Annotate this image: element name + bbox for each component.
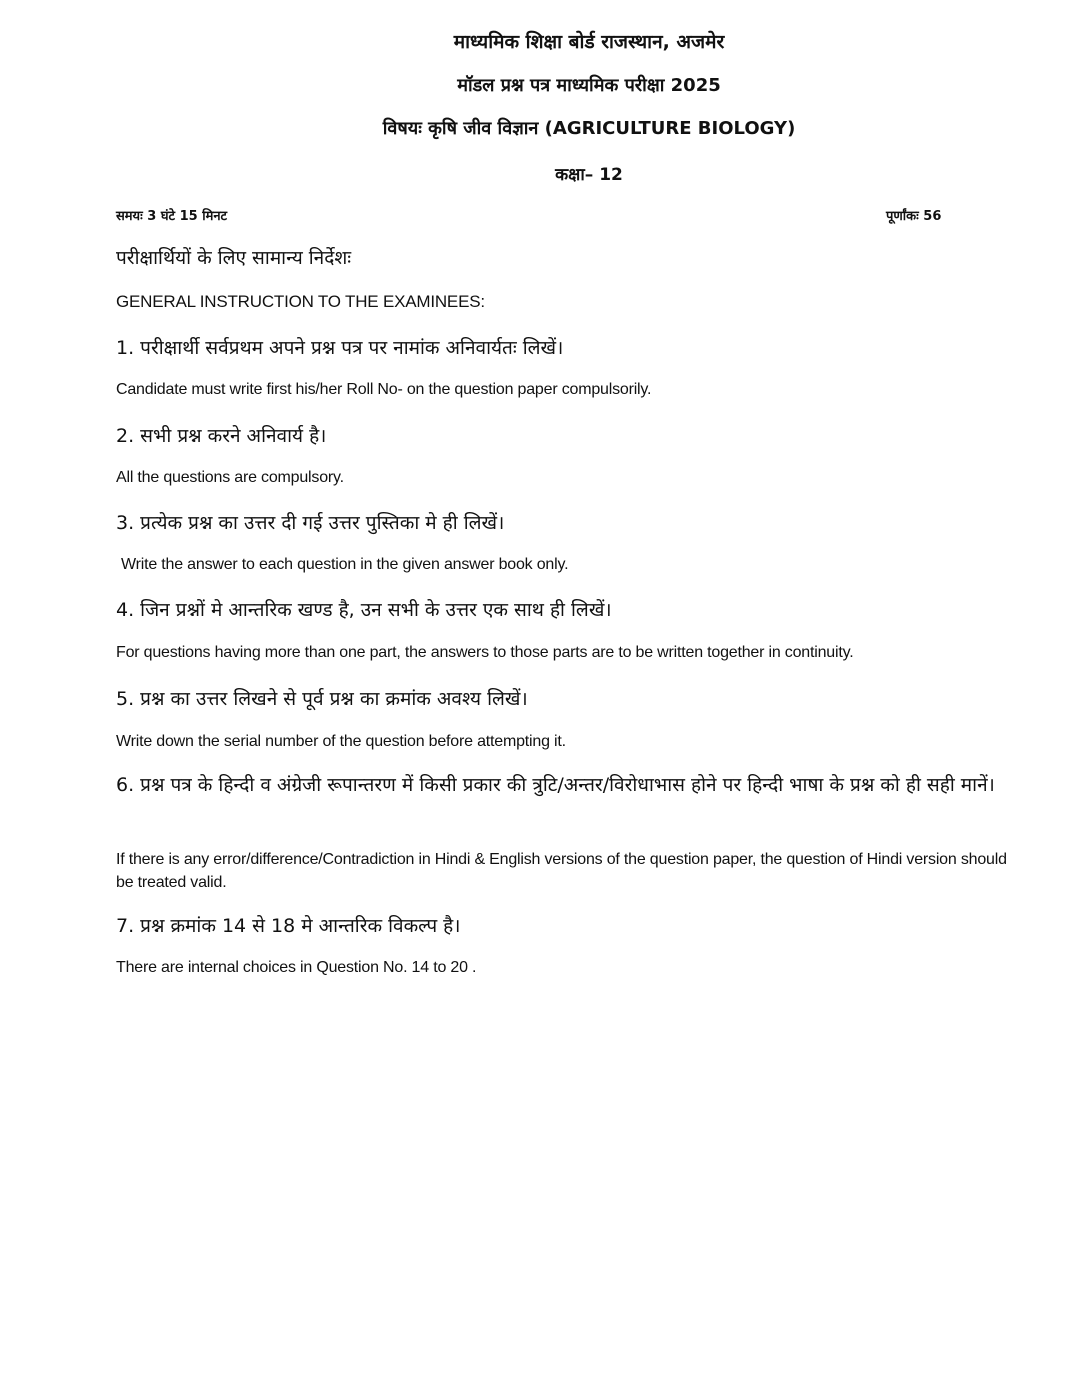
time-allowed: समयः 3 घंटे 15 मिनट — [116, 209, 228, 224]
instructions-heading-hindi: परीक्षार्थियों के लिए सामान्य निर्देशः — [116, 247, 352, 269]
paper-title: मॉडल प्रश्न पत्र माध्यमिक परीक्षा 2025 — [457, 75, 721, 96]
instruction-5-english: Write down the serial number of the question before attempting it. — [116, 733, 566, 750]
subject-title: विषयः कृषि जीव विज्ञान (AGRICULTURE BIOLOGY) — [382, 118, 796, 139]
instruction-6-english: If there is any error/difference/Contradiction in Hindi & English versions of the question paper, the question of Hindi version should be treated valid. — [116, 851, 1007, 891]
instructions-heading-english: GENERAL INSTRUCTION TO THE EXAMINEES: — [116, 292, 485, 311]
class-label: कक्षा– 12 — [555, 165, 623, 185]
instruction-3-hindi: 3. प्रत्येक प्रश्न का उत्तर दी गई उत्तर पुस्तिका मे ही लिखें। — [116, 512, 505, 534]
instruction-6-hindi: 6. प्रश्न पत्र के हिन्दी व अंग्रेजी रूपान्तरण में किसी प्रकार की त्रुटि/अन्तर/विरोधाभास होने पर हिन्दी भाषा के प्रश्न को ही सही मानें। — [116, 774, 995, 796]
instruction-2-hindi: 2. सभी प्रश्न करने अनिवार्य है। — [116, 425, 327, 447]
instruction-5-hindi: 5. प्रश्न का उत्तर लिखने से पूर्व प्रश्न का क्रमांक अवश्य लिखें। — [116, 688, 528, 710]
instruction-7-hindi: 7. प्रश्न क्रमांक 14 से 18 मे आन्तरिक विकल्प है। — [116, 915, 461, 937]
instruction-3-english: Write the answer to each question in the given answer book only. — [121, 556, 569, 573]
instruction-2-english: All the questions are compulsory. — [116, 469, 344, 486]
instruction-1-hindi: 1. परीक्षार्थी सर्वप्रथम अपने प्रश्न पत्र पर नामांक अनिवार्यतः लिखें। — [116, 337, 564, 359]
board-name: माध्यमिक शिक्षा बोर्ड राजस्थान, अजमेर — [453, 31, 725, 53]
instruction-4-english: For questions having more than one part, the answers to those parts are to be written together in continuity. — [116, 644, 854, 661]
instruction-1-english: Candidate must write first his/her Roll No- on the question paper compulsorily. — [116, 381, 652, 398]
instruction-7-english: There are internal choices in Question No. 14 to 20 . — [116, 959, 477, 976]
max-marks: पूर्णांकः 56 — [886, 209, 942, 224]
instruction-4-hindi: 4. जिन प्रश्नों मे आन्तरिक खण्ड है, उन सभी के उत्तर एक साथ ही लिखें। — [116, 599, 612, 621]
